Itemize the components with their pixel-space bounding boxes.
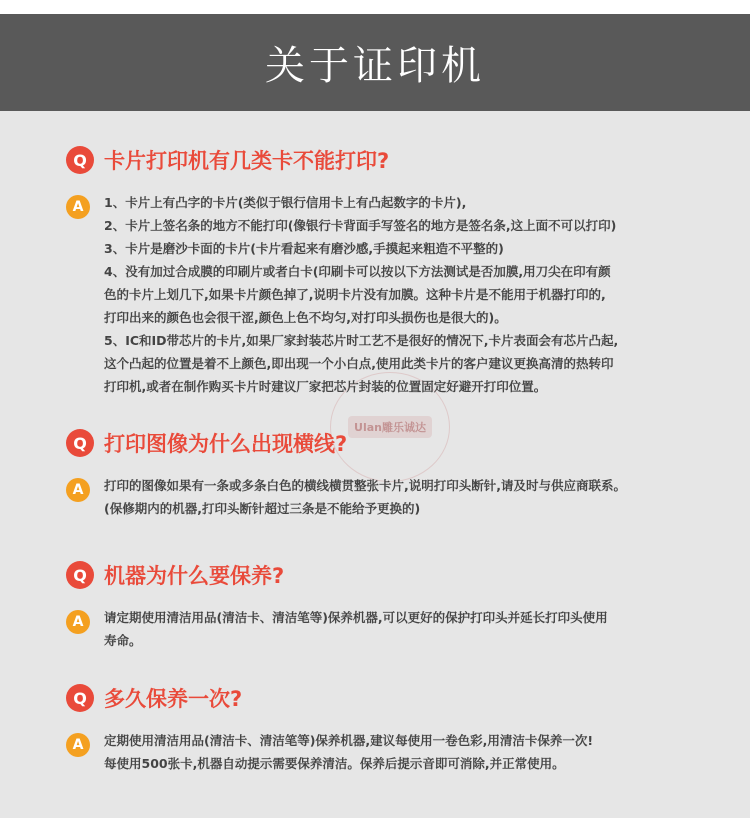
question-row (66, 560, 706, 590)
question-text: 打印图像为什么出现横线? (104, 432, 348, 456)
answer-badge-icon: A (66, 733, 90, 757)
answer-body (104, 606, 608, 652)
question-badge-icon: Q (66, 684, 94, 712)
answer-body (104, 191, 618, 398)
answer-line: 1、卡片上有凸字的卡片(类似于银行信用卡上有凸起数字的卡片), (104, 195, 467, 210)
question-badge-icon: Q (66, 561, 94, 589)
question-text: 多久保养一次? (104, 687, 243, 711)
answer-line: 定期使用清洁用品(清洁卡、清洁笔等)保养机器,建议每使用一卷色彩,用清洁卡保养一次! (104, 733, 594, 748)
answer-row (66, 606, 706, 652)
answer-line: 3、卡片是磨沙卡面的卡片(卡片看起来有磨沙感,手摸起来粗造不平整的) (104, 241, 504, 256)
header-banner (0, 14, 750, 111)
answer-badge-icon: A (66, 610, 90, 634)
answer-body (104, 474, 626, 520)
answer-row (66, 474, 706, 520)
question-row (66, 683, 706, 713)
question-text: 机器为什么要保养? (104, 564, 285, 588)
answer-line: 打印机,或者在制作购买卡片时建议厂家把芯片封装的位置固定好避开打印位置。 (104, 379, 547, 394)
answer-line: 2、卡片上签名条的地方不能打印(像银行卡背面手写签名的地方是签名条,这上面不可以打印) (104, 218, 617, 233)
qa-section-1 (66, 145, 706, 398)
answer-row (66, 191, 706, 398)
bottom-margin (0, 818, 750, 832)
qa-section-2 (66, 428, 706, 520)
answer-line: 5、IC和ID带芯片的卡片,如果厂家封装芯片时工艺不是很好的情况下,卡片表面会有芯片凸起, (104, 333, 619, 348)
answer-line: 寿命。 (104, 633, 142, 648)
question-row (66, 428, 706, 458)
answer-line: 这个凸起的位置是着不上颜色,即出现一个小白点,使用此类卡片的客户建议更换高清的热转印 (104, 356, 614, 371)
answer-badge-icon: A (66, 195, 90, 219)
answer-line: 每使用500张卡,机器自动提示需要保养清洁。保养后提示音即可消除,并正常使用。 (104, 756, 565, 771)
answer-row (66, 729, 706, 775)
answer-line: 色的卡片上划几下,如果卡片颜色掉了,说明卡片没有加膜。这种卡片是不能用于机器打印的, (104, 287, 606, 302)
qa-section-3 (66, 560, 706, 652)
page-title: 关于证印机 (265, 43, 485, 89)
question-badge-icon: Q (66, 429, 94, 457)
question-text: 卡片打印机有几类卡不能打印? (104, 149, 390, 173)
answer-badge-icon: A (66, 478, 90, 502)
answer-line: 打印出来的颜色也会很干涩,颜色上色不均匀,对打印头损伤也是很大的)。 (104, 310, 507, 325)
answer-body (104, 729, 593, 775)
answer-line: 4、没有加过合成膜的印刷片或者白卡(印刷卡可以按以下方法测试是否加膜,用刀尖在印有颜 (104, 264, 611, 279)
answer-line: 请定期使用清洁用品(清洁卡、清洁笔等)保养机器,可以更好的保护打印头并延长打印头使用 (104, 610, 608, 625)
answer-line: (保修期内的机器,打印头断针超过三条是不能给予更换的) (104, 501, 421, 516)
qa-section-4 (66, 683, 706, 775)
watermark-text: Ulan雕乐诚达 (348, 416, 432, 438)
question-badge-icon: Q (66, 146, 94, 174)
top-margin (0, 0, 750, 14)
question-row (66, 145, 706, 175)
answer-line: 打印的图像如果有一条或多条白色的横线横贯整张卡片,说明打印头断针,请及时与供应商联系。 (104, 478, 626, 493)
